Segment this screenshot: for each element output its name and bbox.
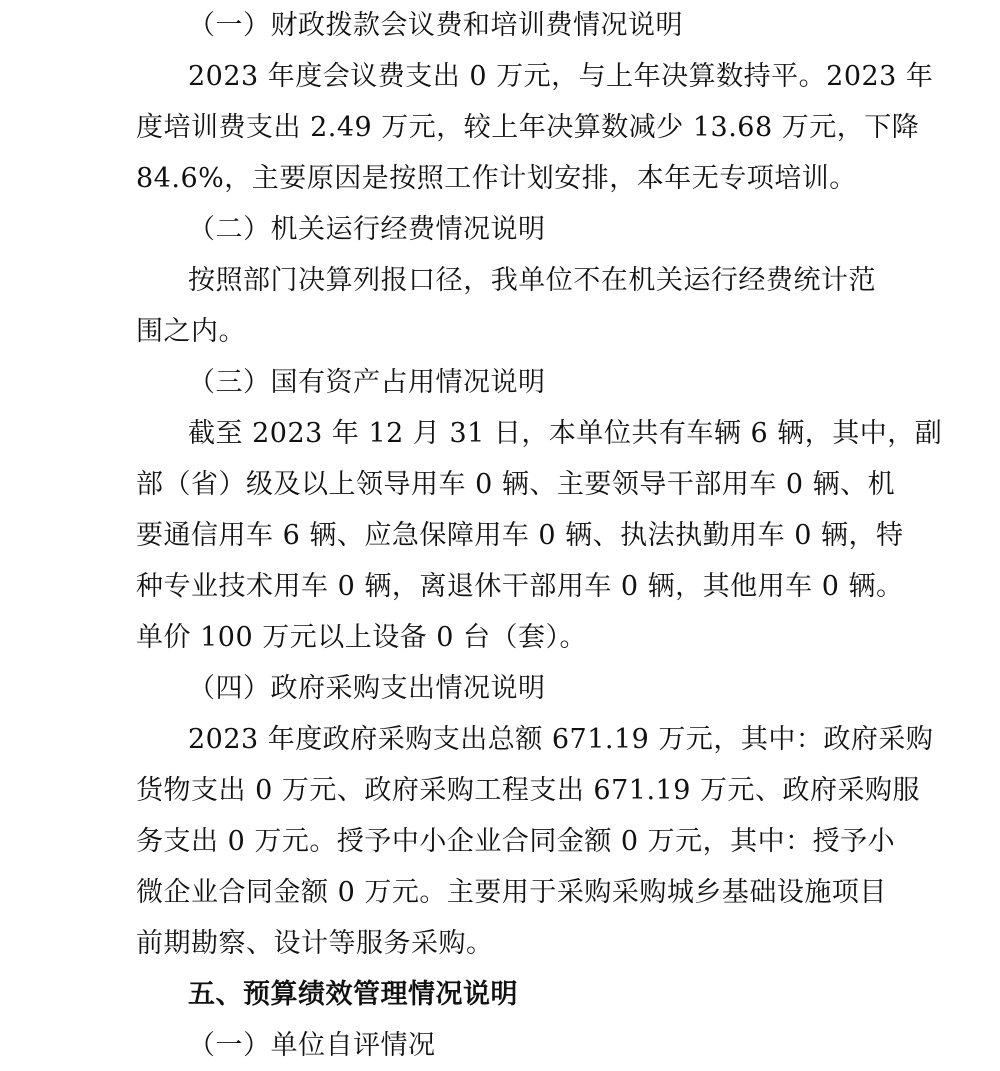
section-performance bbox=[136, 969, 876, 1071]
section-heading: （一）单位自评情况 bbox=[188, 1030, 436, 1061]
paragraph-line: 务支出 0 万元。授予中小企业合同金额 0 万元，其中：授予小 bbox=[136, 826, 896, 857]
paragraph-line: 围之内。 bbox=[136, 316, 246, 347]
paragraph-line: 2023 年度会议费支出 0 万元，与上年决算数持平。2023 年 bbox=[188, 61, 934, 92]
section-procurement bbox=[136, 663, 934, 969]
paragraph-line: 部（省）级及以上领导用车 0 辆、主要领导干部用车 0 辆、机 bbox=[136, 469, 896, 500]
paragraph-line: 84.6%，主要原因是按照工作计划安排，本年无专项培训。 bbox=[136, 163, 857, 194]
section-meeting-training bbox=[136, 0, 934, 204]
section-state-assets bbox=[136, 357, 943, 663]
paragraph-line: 度培训费支出 2.49 万元，较上年决算数减少 13.68 万元，下降 bbox=[136, 112, 920, 143]
section-heading: （一）财政拨款会议费和培训费情况说明 bbox=[188, 10, 683, 41]
paragraph-line: 要通信用车 6 辆、应急保障用车 0 辆、执法执勤用车 0 辆，特 bbox=[136, 520, 904, 551]
paragraph-line: 货物支出 0 万元、政府采购工程支出 671.19 万元、政府采购服 bbox=[136, 775, 920, 806]
paragraph-line: 前期勘察、设计等服务采购。 bbox=[136, 928, 494, 959]
paragraph-line: 按照部门决算列报口径，我单位不在机关运行经费统计范 bbox=[188, 265, 876, 296]
paragraph-line: 截至 2023 年 12 月 31 日，本单位共有车辆 6 辆，其中，副 bbox=[188, 418, 943, 449]
paragraph-line: 2023 年度政府采购支出总额 671.19 万元，其中：政府采购 bbox=[188, 724, 934, 755]
document-page bbox=[136, 0, 943, 1071]
paragraph-line: 单价 100 万元以上设备 0 台（套）。 bbox=[136, 622, 588, 653]
section-heading: （三）国有资产占用情况说明 bbox=[188, 367, 546, 398]
section-heading: （二）机关运行经费情况说明 bbox=[188, 214, 546, 245]
chapter-heading: 五、预算绩效管理情况说明 bbox=[188, 979, 518, 1010]
section-heading: （四）政府采购支出情况说明 bbox=[188, 673, 546, 704]
section-operation-funds bbox=[136, 204, 876, 357]
paragraph-line: 微企业合同金额 0 万元。主要用于采购采购城乡基础设施项目 bbox=[136, 877, 887, 908]
paragraph-line: 种专业技术用车 0 辆，离退休干部用车 0 辆，其他用车 0 辆。 bbox=[136, 571, 904, 602]
